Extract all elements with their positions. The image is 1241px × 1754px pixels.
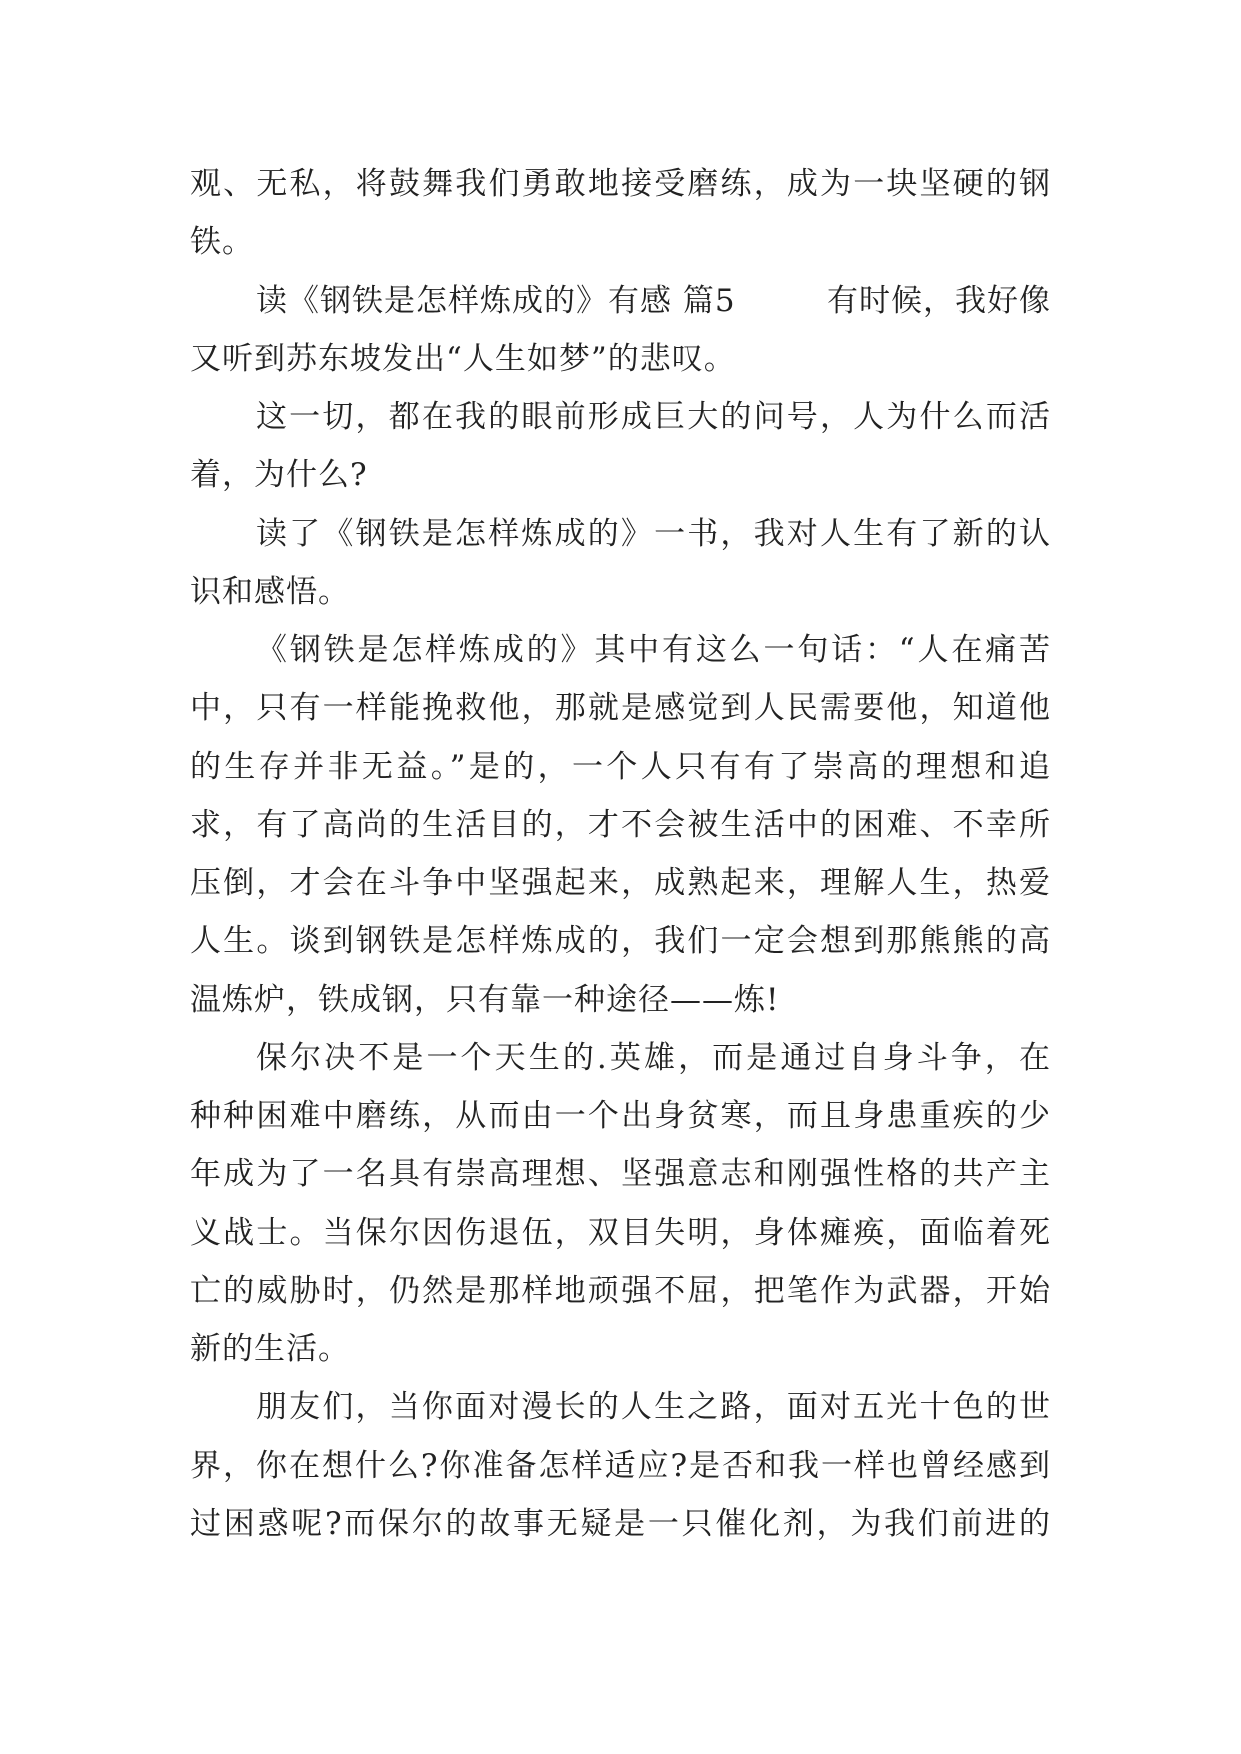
text-line: 朋友们，当你面对漫长的人生之路，面对五光十色的世 <box>256 1389 1051 1426</box>
section-heading: 读《钢铁是怎样炼成的》有感 篇5 <box>256 282 736 319</box>
text-fragment: 有时候，我好像 <box>827 282 1051 319</box>
paragraph <box>190 272 1051 389</box>
text-line: 压倒，才会在斗争中坚强起来，成熟起来，理解人生，热爱 <box>190 865 1051 901</box>
text-line: 求，有了高尚的生活目的，才不会被生活中的困难、不幸所 <box>190 806 1051 843</box>
text-line: 义战士。当保尔因伤退伍，双目失明，身体瘫痪，面临着死 <box>190 1214 1051 1251</box>
paragraph <box>190 621 1051 1029</box>
paragraph <box>190 388 1051 505</box>
text-line: 识和感悟。 <box>190 573 350 610</box>
document-page <box>190 155 1051 1553</box>
text-line: 铁。 <box>190 224 254 261</box>
text-line: 年成为了一名具有崇高理想、坚强意志和刚强性格的共产主 <box>190 1156 1051 1193</box>
text-line: 种种困难中磨练，从而由一个出身贫寒，而且身患重疾的少 <box>190 1098 1051 1134</box>
text-line: 《钢铁是怎样炼成的》其中有这么一句话：“人在痛苦 <box>256 632 1051 668</box>
paragraph <box>190 1029 1051 1379</box>
paragraph <box>190 155 1051 272</box>
text-line: 新的生活。 <box>190 1331 350 1367</box>
text-line: 过困惑呢?而保尔的故事无疑是一只催化剂，为我们前进的 <box>190 1505 1051 1542</box>
text-line: 界，你在想什么?你准备怎样适应?是否和我一样也曾经感到 <box>190 1447 1051 1484</box>
paragraph <box>190 1378 1051 1553</box>
text-line: 这一切，都在我的眼前形成巨大的问号，人为什么而活 <box>256 399 1051 435</box>
text-line: 人生。谈到钢铁是怎样炼成的，我们一定会想到那熊熊的高 <box>190 923 1051 960</box>
text-line: 温炼炉，铁成钢，只有靠一种途径——炼! <box>190 981 780 1018</box>
text-line: 着，为什么? <box>190 457 368 494</box>
text-line: 保尔决不是一个天生的.英雄，而是通过自身斗争，在 <box>256 1039 1051 1076</box>
text-line: 的生存并非无益。”是的，一个人只有有了崇高的理想和追 <box>190 748 1051 785</box>
text-line: 又听到苏东坡发出“人生如梦”的悲叹。 <box>190 340 736 377</box>
text-line: 亡的威胁时，仍然是那样地顽强不屈，把笔作为武器，开始 <box>190 1272 1051 1309</box>
text-line: 观、无私，将鼓舞我们勇敢地接受磨练，成为一块坚硬的钢 <box>190 166 1051 202</box>
paragraph <box>190 505 1051 622</box>
text-line <box>190 272 1051 330</box>
text-line: 中，只有一样能挽救他，那就是感觉到人民需要他，知道他 <box>190 690 1051 727</box>
text-line: 读了《钢铁是怎样炼成的》一书，我对人生有了新的认 <box>256 515 1051 552</box>
